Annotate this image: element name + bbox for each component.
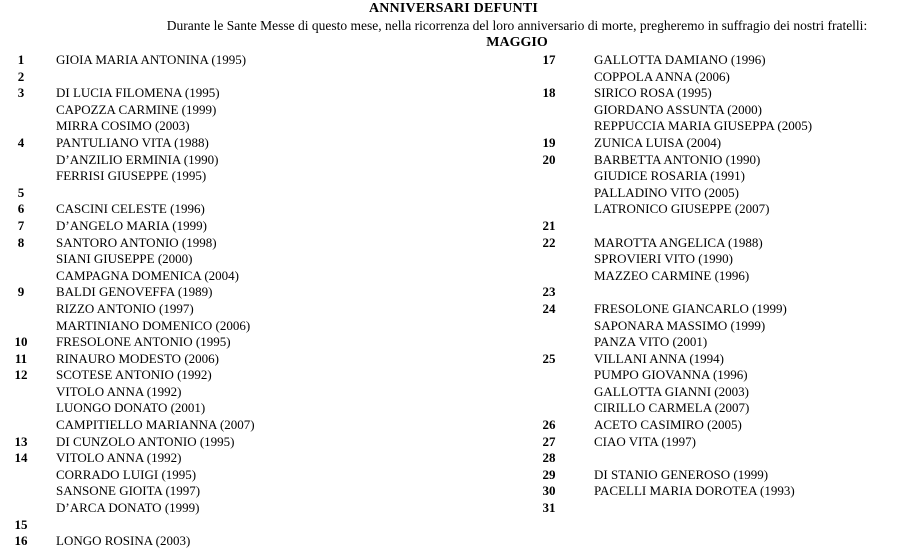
deceased-name: D’ANZILIO ERMINIA (1990) xyxy=(56,151,219,167)
list-item xyxy=(6,235,446,252)
list-item xyxy=(6,483,446,500)
deceased-name: ZUNICA LUISA (2004) xyxy=(594,134,722,150)
list-item xyxy=(530,450,907,467)
deceased-name: RINAURO MODESTO (2006) xyxy=(56,350,219,366)
day-entry xyxy=(530,483,907,500)
list-item xyxy=(6,135,446,152)
day-number: 7 xyxy=(17,217,25,233)
day-entry xyxy=(6,85,446,135)
deceased-name: MAZZEO CARMINE (1996) xyxy=(594,267,750,283)
deceased-name: BARBETTA ANTONIO (1990) xyxy=(594,151,761,167)
deceased-name: CIRILLO CARMELA (2007) xyxy=(594,400,750,416)
list-item xyxy=(6,301,446,318)
list-item xyxy=(6,251,446,268)
day-number: 5 xyxy=(17,184,25,200)
deceased-name: FRESOLONE GIANCARLO (1999) xyxy=(594,300,787,316)
day-number: 8 xyxy=(17,234,25,250)
deceased-name: ACETO CASIMIRO (2005) xyxy=(594,417,742,433)
day-number: 13 xyxy=(14,433,28,449)
list-item xyxy=(6,367,446,384)
day-entry xyxy=(530,417,907,434)
list-item xyxy=(6,168,446,185)
day-entry xyxy=(6,235,446,285)
list-item xyxy=(6,533,446,550)
left-column-days-1-16 xyxy=(6,52,446,550)
deceased-name: GALLOTTA GIANNI (2003) xyxy=(594,383,749,399)
list-item xyxy=(530,417,907,434)
day-entry xyxy=(530,434,907,451)
deceased-name: MARTINIANO DOMENICO (2006) xyxy=(56,317,251,333)
day-number: 22 xyxy=(542,234,556,250)
list-item xyxy=(6,201,446,218)
deceased-name: VITOLO ANNA (1992) xyxy=(56,450,182,466)
day-number: 25 xyxy=(542,350,556,366)
list-item xyxy=(530,118,907,135)
deceased-name: CAPOZZA CARMINE (1999) xyxy=(56,101,217,117)
list-item xyxy=(530,301,907,318)
list-item xyxy=(530,284,907,301)
list-item xyxy=(530,268,907,285)
list-item xyxy=(530,367,907,384)
list-item xyxy=(530,251,907,268)
list-item xyxy=(6,284,446,301)
day-entry xyxy=(6,185,446,202)
list-item xyxy=(6,434,446,451)
list-item xyxy=(6,467,446,484)
day-number: 27 xyxy=(542,433,556,449)
deceased-name: CIAO VITA (1997) xyxy=(594,433,696,449)
list-item xyxy=(530,235,907,252)
deceased-name: VITOLO ANNA (1992) xyxy=(56,383,182,399)
day-number: 15 xyxy=(14,516,28,532)
document-title: ANNIVERSARI DEFUNTI xyxy=(368,1,539,16)
deceased-name: DI STANIO GENEROSO (1999) xyxy=(594,466,769,482)
day-number: 1 xyxy=(17,52,25,67)
day-entry xyxy=(530,500,907,517)
day-entry xyxy=(6,533,446,550)
list-item xyxy=(6,318,446,335)
day-entry xyxy=(6,218,446,235)
deceased-name: MAROTTA ANGELICA (1988) xyxy=(594,234,763,250)
day-number: 18 xyxy=(542,85,556,101)
list-item xyxy=(6,218,446,235)
list-item xyxy=(530,69,907,86)
deceased-name: GIORDANO ASSUNTA (2000) xyxy=(594,101,762,117)
deceased-name: LUONGO DONATO (2001) xyxy=(56,400,206,416)
day-number: 11 xyxy=(14,350,28,366)
day-entry xyxy=(530,284,907,301)
deceased-name: FRESOLONE ANTONIO (1995) xyxy=(56,334,231,350)
list-item xyxy=(530,434,907,451)
day-number: 9 xyxy=(17,284,25,300)
day-entry xyxy=(6,450,446,516)
deceased-name: PUMPO GIOVANNA (1996) xyxy=(594,367,748,383)
deceased-name: D’ANGELO MARIA (1999) xyxy=(56,217,207,233)
day-entry xyxy=(6,351,446,368)
day-number: 12 xyxy=(14,367,28,383)
day-number: 10 xyxy=(14,334,28,350)
day-number: 19 xyxy=(542,134,556,150)
list-item xyxy=(530,351,907,368)
deceased-name: GIOIA MARIA ANTONINA (1995) xyxy=(56,52,247,67)
day-number: 21 xyxy=(542,217,556,233)
day-entry xyxy=(6,334,446,351)
day-entry xyxy=(6,69,446,86)
day-number: 23 xyxy=(542,284,556,300)
list-item xyxy=(6,517,446,534)
list-item xyxy=(6,384,446,401)
day-entry xyxy=(6,284,446,334)
document-subtitle: Durante le Sante Messe di questo mese, nella ricorrenza del loro anniversario di morte, pregheremo in suffragio dei nostri fratelli: xyxy=(166,18,868,33)
list-item xyxy=(6,500,446,517)
list-item xyxy=(530,185,907,202)
right-column-days-17-31 xyxy=(530,52,907,517)
deceased-name: CASCINI CELESTE (1996) xyxy=(56,201,205,217)
list-item xyxy=(6,152,446,169)
day-entry xyxy=(530,235,907,285)
day-number: 26 xyxy=(542,417,556,433)
deceased-name: RIZZO ANTONIO (1997) xyxy=(56,300,194,316)
day-entry xyxy=(530,52,907,85)
deceased-name: GIUDICE ROSARIA (1991) xyxy=(594,168,745,184)
day-number: 14 xyxy=(14,450,28,466)
list-item xyxy=(530,334,907,351)
list-item xyxy=(6,69,446,86)
day-number: 31 xyxy=(542,500,556,516)
deceased-name: SIRICO ROSA (1995) xyxy=(594,85,712,101)
deceased-name: PACELLI MARIA DOROTEA (1993) xyxy=(594,483,795,499)
month-heading: MAGGIO xyxy=(486,35,548,50)
deceased-name: CORRADO LUIGI (1995) xyxy=(56,466,197,482)
day-number: 2 xyxy=(17,68,25,84)
list-item xyxy=(6,185,446,202)
deceased-name: VILLANI ANNA (1994) xyxy=(594,350,724,366)
list-item xyxy=(6,85,446,102)
deceased-name: FERRISI GIUSEPPE (1995) xyxy=(56,168,207,184)
day-number: 20 xyxy=(542,151,556,167)
list-item xyxy=(6,334,446,351)
deceased-name: CAMPAGNA DOMENICA (2004) xyxy=(56,267,239,283)
day-entry xyxy=(6,201,446,218)
list-item xyxy=(6,268,446,285)
day-entry xyxy=(530,152,907,218)
deceased-name: SAPONARA MASSIMO (1999) xyxy=(594,317,766,333)
deceased-name: DI CUNZOLO ANTONIO (1995) xyxy=(56,433,235,449)
deceased-name: BALDI GENOVEFFA (1989) xyxy=(56,284,213,300)
day-number: 16 xyxy=(14,533,28,549)
list-item xyxy=(530,400,907,417)
list-item xyxy=(530,52,907,69)
list-item xyxy=(6,52,446,69)
day-number: 4 xyxy=(17,134,25,150)
deceased-name: LONGO ROSINA (2003) xyxy=(56,533,191,549)
list-item xyxy=(530,168,907,185)
day-number: 29 xyxy=(542,466,556,482)
day-number: 17 xyxy=(542,52,556,67)
day-entry xyxy=(6,517,446,534)
day-entry xyxy=(6,434,446,451)
list-item xyxy=(530,384,907,401)
deceased-name: SIANI GIUSEPPE (2000) xyxy=(56,251,193,267)
list-item xyxy=(530,483,907,500)
deceased-name: MIRRA COSIMO (2003) xyxy=(56,118,190,134)
day-number: 3 xyxy=(17,85,25,101)
list-item xyxy=(530,467,907,484)
deceased-name: REPPUCCIA MARIA GIUSEPPA (2005) xyxy=(594,118,813,134)
list-item xyxy=(530,318,907,335)
deceased-name: SANSONE GIOITA (1997) xyxy=(56,483,201,499)
day-number: 24 xyxy=(542,300,556,316)
deceased-name: SCOTESE ANTONIO (1992) xyxy=(56,367,212,383)
list-item xyxy=(6,102,446,119)
list-item xyxy=(6,450,446,467)
list-item xyxy=(6,400,446,417)
list-item xyxy=(530,85,907,102)
day-entry xyxy=(530,85,907,135)
deceased-name: LATRONICO GIUSEPPE (2007) xyxy=(594,201,770,217)
list-item xyxy=(6,351,446,368)
list-item xyxy=(530,135,907,152)
deceased-name: DI LUCIA FILOMENA (1995) xyxy=(56,85,220,101)
deceased-name: SANTORO ANTONIO (1998) xyxy=(56,234,217,250)
deceased-name: PANTULIANO VITA (1988) xyxy=(56,134,209,150)
deceased-name: PALLADINO VITO (2005) xyxy=(594,184,739,200)
deceased-name: COPPOLA ANNA (2006) xyxy=(594,68,730,84)
day-entry xyxy=(6,52,446,69)
day-number: 30 xyxy=(542,483,556,499)
day-number: 28 xyxy=(542,450,556,466)
day-entry xyxy=(530,351,907,417)
deceased-name: PANZA VITO (2001) xyxy=(594,334,708,350)
day-entry xyxy=(6,135,446,185)
deceased-name: SPROVIERI VITO (1990) xyxy=(594,251,733,267)
list-item xyxy=(530,152,907,169)
list-item xyxy=(530,102,907,119)
day-entry xyxy=(530,218,907,235)
deceased-name: GALLOTTA DAMIANO (1996) xyxy=(594,52,766,67)
day-entry xyxy=(530,450,907,467)
list-item xyxy=(530,201,907,218)
day-entry xyxy=(530,135,907,152)
list-item xyxy=(6,417,446,434)
list-item xyxy=(530,218,907,235)
day-entry xyxy=(6,367,446,433)
deceased-name: D’ARCA DONATO (1999) xyxy=(56,500,200,516)
list-item xyxy=(6,118,446,135)
day-number: 6 xyxy=(17,201,25,217)
list-item xyxy=(530,500,907,517)
deceased-name: CAMPITIELLO MARIANNA (2007) xyxy=(56,417,255,433)
day-entry xyxy=(530,301,907,351)
day-entry xyxy=(530,467,907,484)
